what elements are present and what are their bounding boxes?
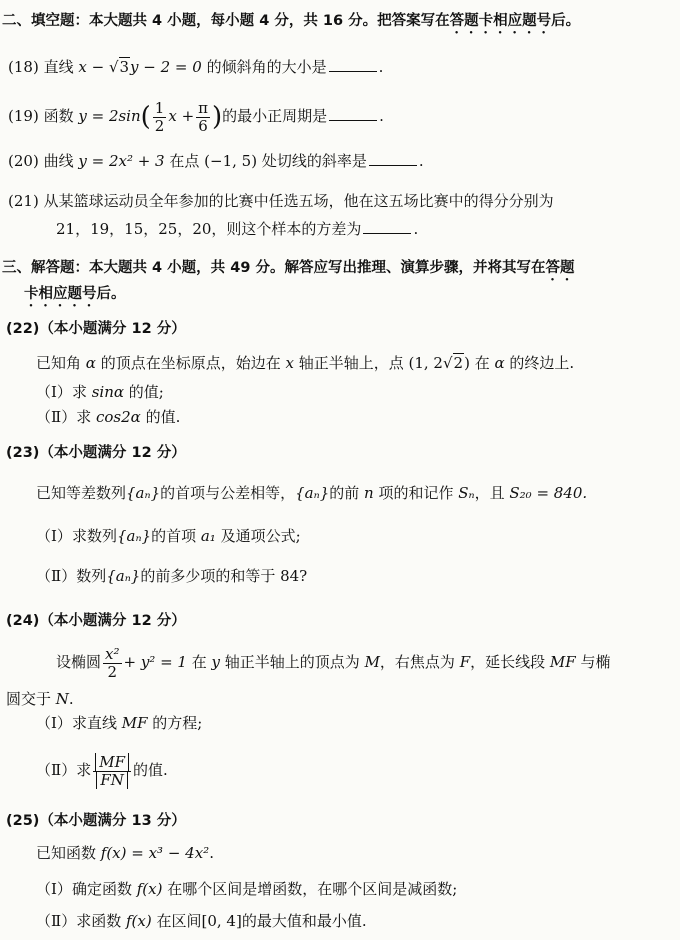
answer-blank[interactable] [363,219,411,234]
question-24-header: (24)（本小题满分 12 分） [6,613,186,629]
question-22-stem: 已知角 α 的顶点在坐标原点，始边在 x 轴正半轴上，点 (1, 2√2) 在 α 的终边上. [36,354,575,372]
question-24-stem-line-2: 圆交于 N. [6,690,74,708]
section-3-heading: 三、解答题：本大题共 4 小题，共 49 分。解答应写出推理、演算步骤，并将其写在答题 [2,260,575,276]
fraction: $\frac{\pi}{6}$ [198,99,208,135]
question-24-stem: 设椭圆 $\frac{\text{x²}}{2}$ + y² = 1 在 y 轴正半轴上的顶点为 M，右焦点为 F，延长线段 MF 与椭 [56,645,611,681]
question-18: (18) 直线 x − √3y − 2 = 0 的倾斜角的大小是 . [8,58,384,76]
question-22-header: (22)（本小题满分 12 分） [6,321,186,337]
question-23-stem: 已知等差数列{aₙ}的首项与公差相等，{aₙ}的前 n 项的和记作 Sₙ，且 S₂₀ = 840. [36,484,588,502]
question-21-line-2: 21，19，15，25，20，则这个样本的方差为 . [56,220,419,238]
question-25-stem: 已知函数 f(x) = x³ − 4x². [36,844,214,862]
question-24-part-1: （Ⅰ）求直线 MF 的方程; [36,714,203,732]
question-19: (19) 函数 y = 2sin( $\frac{1}{2}$ x + $\frac{\pi}{6}$ )的最小正周期是 . [8,99,384,135]
fraction: $\frac{MF}{FN}$ [93,754,131,788]
answer-blank[interactable] [329,106,377,121]
question-25-part-1: （Ⅰ）确定函数 f(x) 在哪个区间是增函数，在哪个区间是减函数; [36,880,458,898]
question-25-part-2: （Ⅱ）求函数 f(x) 在区间[0, 4]的最大值和最小值. [36,912,367,930]
question-23-header: (23)（本小题满分 12 分） [6,445,186,461]
answer-blank[interactable] [369,151,417,166]
section-2-heading: 二、填空题：本大题共 4 小题，每小题 4 分，共 16 分。把答案写在答题卡相应题号后。 [2,13,581,29]
answer-blank[interactable] [329,57,377,72]
question-22-part-2: （Ⅱ）求 cos2α 的值. [36,408,181,426]
question-23-part-2: （Ⅱ）数列{aₙ}的前多少项的和等于 84? [36,567,308,585]
question-24-part-2: （Ⅱ）求 $\frac{MF}{FN}$ 的值. [36,753,168,789]
fraction: $\frac{1}{2}$ [154,99,165,135]
fraction: $\frac{\text{x²}}{2}$ [105,645,120,681]
question-20: (20) 曲线 y = 2x² + 3 在点 (−1, 5) 处切线的斜率是 . [8,152,424,170]
question-22-part-1: （Ⅰ）求 sinα 的值; [36,383,164,401]
question-21: (21) 从某篮球运动员全年参加的比赛中任选五场，他在这五场比赛中的得分分别为 [8,192,554,210]
section-3-heading-line-2: 卡相应题号后。 [24,286,126,302]
question-23-part-1: （Ⅰ）求数列{aₙ}的首项 a₁ 及通项公式; [36,527,301,545]
question-25-header: (25)（本小题满分 13 分） [6,813,186,829]
